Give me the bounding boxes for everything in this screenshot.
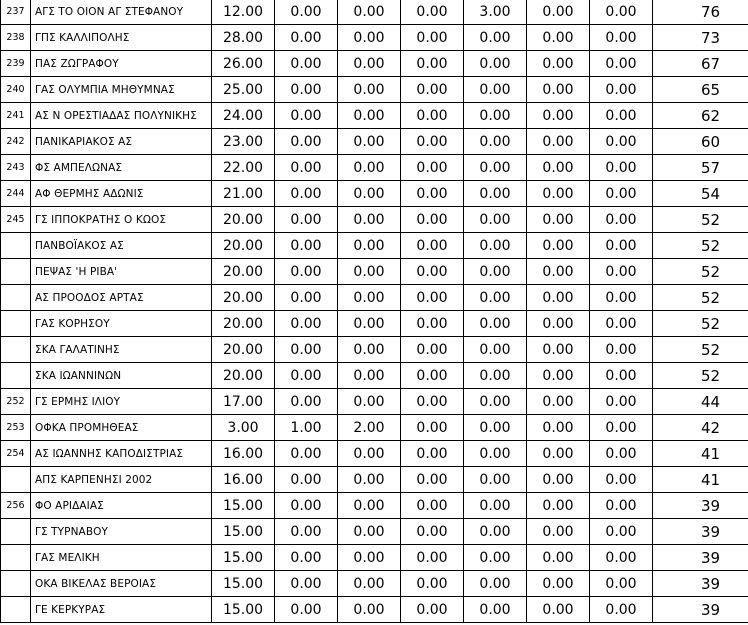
value-cell-2: 0.00	[275, 259, 338, 285]
value-cell-3: 0.00	[338, 389, 401, 415]
value-cell-6: 0.00	[527, 311, 590, 337]
value-cell-2: 0.00	[275, 207, 338, 233]
value-cell-7: 0.00	[590, 389, 653, 415]
total-points-cell: 67	[653, 51, 748, 77]
table-row	[1, 389, 748, 415]
total-points-cell: 52	[653, 207, 748, 233]
value-cell-3: 0.00	[338, 207, 401, 233]
value-cell-7: 0.00	[590, 259, 653, 285]
total-points-cell: 52	[653, 285, 748, 311]
value-cell-5: 3.00	[464, 0, 527, 25]
value-cell-3: 0.00	[338, 285, 401, 311]
value-cell-5: 0.00	[464, 337, 527, 363]
value-cell-3: 0.00	[338, 545, 401, 571]
value-cell-4: 0.00	[401, 571, 464, 597]
table-row	[1, 285, 748, 311]
value-cell-6: 0.00	[527, 467, 590, 493]
team-name-cell: ΑΣ Ν ΟΡΕΣΤΙΑΔΑΣ ΠΟΛΥΝΙΚΗΣ	[31, 103, 212, 129]
value-cell-4: 0.00	[401, 207, 464, 233]
total-points-cell: 52	[653, 259, 748, 285]
value-cell-6: 0.00	[527, 233, 590, 259]
value-cell-6: 0.00	[527, 389, 590, 415]
value-cell-5: 0.00	[464, 415, 527, 441]
value-cell-7: 0.00	[590, 285, 653, 311]
value-cell-6: 0.00	[527, 129, 590, 155]
value-cell-2: 0.00	[275, 337, 338, 363]
value-cell-7: 0.00	[590, 77, 653, 103]
team-name-cell: ΓΑΣ ΟΛΥΜΠΙΑ ΜΗΘΥΜΝΑΣ	[31, 77, 212, 103]
value-cell-7: 0.00	[590, 155, 653, 181]
rank-cell	[1, 519, 31, 545]
value-cell-1: 15.00	[212, 571, 275, 597]
value-cell-4: 0.00	[401, 545, 464, 571]
total-points-cell: 57	[653, 155, 748, 181]
value-cell-6: 0.00	[527, 545, 590, 571]
table-row	[1, 129, 748, 155]
value-cell-7: 0.00	[590, 545, 653, 571]
rank-cell	[1, 545, 31, 571]
value-cell-1: 22.00	[212, 155, 275, 181]
value-cell-1: 17.00	[212, 389, 275, 415]
value-cell-1: 15.00	[212, 597, 275, 623]
table-row	[1, 337, 748, 363]
value-cell-4: 0.00	[401, 415, 464, 441]
value-cell-6: 0.00	[527, 337, 590, 363]
value-cell-2: 0.00	[275, 493, 338, 519]
team-name-cell: ΠΕΨΑΣ 'Η ΡΙΒΑ'	[31, 259, 212, 285]
value-cell-1: 25.00	[212, 77, 275, 103]
team-name-cell: ΓΠΣ ΚΑΛΛΙΠΟΛΗΣ	[31, 25, 212, 51]
value-cell-1: 20.00	[212, 363, 275, 389]
total-points-cell: 52	[653, 363, 748, 389]
value-cell-1: 12.00	[212, 0, 275, 25]
team-name-cell: ΑΠΣ ΚΑΡΠΕΝΗΣΙ 2002	[31, 467, 212, 493]
team-name-cell: ΠΑΝΙΚΑΡΙΑΚΟΣ ΑΣ	[31, 129, 212, 155]
value-cell-6: 0.00	[527, 441, 590, 467]
table-row	[1, 259, 748, 285]
rank-cell	[1, 311, 31, 337]
value-cell-6: 0.00	[527, 207, 590, 233]
value-cell-1: 20.00	[212, 285, 275, 311]
team-name-cell: ΓΣ ΙΠΠΟΚΡΑΤΗΣ Ο ΚΩΟΣ	[31, 207, 212, 233]
value-cell-2: 0.00	[275, 103, 338, 129]
value-cell-4: 0.00	[401, 467, 464, 493]
rank-cell	[1, 285, 31, 311]
value-cell-3: 0.00	[338, 441, 401, 467]
value-cell-6: 0.00	[527, 597, 590, 623]
rank-cell	[1, 467, 31, 493]
value-cell-1: 3.00	[212, 415, 275, 441]
value-cell-3: 0.00	[338, 77, 401, 103]
table-row	[1, 441, 748, 467]
rank-cell: 244	[1, 181, 31, 207]
value-cell-4: 0.00	[401, 181, 464, 207]
value-cell-6: 0.00	[527, 155, 590, 181]
value-cell-3: 0.00	[338, 51, 401, 77]
value-cell-5: 0.00	[464, 545, 527, 571]
value-cell-7: 0.00	[590, 519, 653, 545]
rank-cell: 243	[1, 155, 31, 181]
value-cell-5: 0.00	[464, 51, 527, 77]
value-cell-7: 0.00	[590, 129, 653, 155]
team-name-cell: ΠΑΣ ΖΩΓΡΑΦΟΥ	[31, 51, 212, 77]
team-name-cell: ΣΚΑ ΙΩΑΝΝΙΝΩΝ	[31, 363, 212, 389]
value-cell-5: 0.00	[464, 467, 527, 493]
value-cell-2: 0.00	[275, 129, 338, 155]
value-cell-4: 0.00	[401, 389, 464, 415]
value-cell-4: 0.00	[401, 337, 464, 363]
rank-cell: 245	[1, 207, 31, 233]
value-cell-2: 1.00	[275, 415, 338, 441]
value-cell-1: 15.00	[212, 545, 275, 571]
value-cell-4: 0.00	[401, 103, 464, 129]
value-cell-4: 0.00	[401, 519, 464, 545]
team-name-cell: ΑΦ ΘΕΡΜΗΣ ΑΔΩΝΙΣ	[31, 181, 212, 207]
value-cell-4: 0.00	[401, 51, 464, 77]
value-cell-7: 0.00	[590, 571, 653, 597]
total-points-cell: 76	[653, 0, 748, 25]
value-cell-1: 24.00	[212, 103, 275, 129]
total-points-cell: 41	[653, 441, 748, 467]
value-cell-3: 0.00	[338, 233, 401, 259]
rank-cell: 239	[1, 51, 31, 77]
team-name-cell: ΣΚΑ ΓΑΛΑΤΙΝΗΣ	[31, 337, 212, 363]
value-cell-1: 20.00	[212, 233, 275, 259]
rank-cell: 240	[1, 77, 31, 103]
value-cell-6: 0.00	[527, 519, 590, 545]
table-row	[1, 233, 748, 259]
team-name-cell: ΦΣ ΑΜΠΕΛΩΝΑΣ	[31, 155, 212, 181]
value-cell-7: 0.00	[590, 441, 653, 467]
rank-cell: 252	[1, 389, 31, 415]
value-cell-4: 0.00	[401, 155, 464, 181]
value-cell-1: 15.00	[212, 519, 275, 545]
value-cell-5: 0.00	[464, 181, 527, 207]
value-cell-1: 20.00	[212, 207, 275, 233]
value-cell-4: 0.00	[401, 233, 464, 259]
total-points-cell: 39	[653, 493, 748, 519]
rank-cell	[1, 337, 31, 363]
value-cell-2: 0.00	[275, 181, 338, 207]
value-cell-5: 0.00	[464, 363, 527, 389]
total-points-cell: 54	[653, 181, 748, 207]
team-name-cell: ΑΣ ΙΩΑΝΝΗΣ ΚΑΠΟΔΙΣΤΡΙΑΣ	[31, 441, 212, 467]
value-cell-7: 0.00	[590, 207, 653, 233]
value-cell-1: 15.00	[212, 493, 275, 519]
value-cell-6: 0.00	[527, 51, 590, 77]
value-cell-2: 0.00	[275, 545, 338, 571]
value-cell-3: 0.00	[338, 311, 401, 337]
table-row	[1, 103, 748, 129]
team-name-cell: ΓΣ ΕΡΜΗΣ ΙΛΙΟΥ	[31, 389, 212, 415]
value-cell-7: 0.00	[590, 415, 653, 441]
value-cell-5: 0.00	[464, 389, 527, 415]
value-cell-5: 0.00	[464, 285, 527, 311]
value-cell-3: 0.00	[338, 103, 401, 129]
rank-cell: 254	[1, 441, 31, 467]
rank-cell	[1, 259, 31, 285]
total-points-cell: 41	[653, 467, 748, 493]
value-cell-6: 0.00	[527, 0, 590, 25]
value-cell-3: 0.00	[338, 493, 401, 519]
team-name-cell: ΑΣ ΠΡΟΟΔΟΣ ΑΡΤΑΣ	[31, 285, 212, 311]
team-name-cell: ΦΟ ΑΡΙΔΑΙΑΣ	[31, 493, 212, 519]
value-cell-2: 0.00	[275, 441, 338, 467]
table-body	[1, 0, 748, 623]
team-name-cell: ΠΑΝΒΟΪΑΚΟΣ ΑΣ	[31, 233, 212, 259]
value-cell-7: 0.00	[590, 51, 653, 77]
value-cell-7: 0.00	[590, 493, 653, 519]
value-cell-1: 20.00	[212, 337, 275, 363]
rank-cell	[1, 597, 31, 623]
value-cell-4: 0.00	[401, 129, 464, 155]
value-cell-3: 2.00	[338, 415, 401, 441]
value-cell-7: 0.00	[590, 103, 653, 129]
total-points-cell: 39	[653, 519, 748, 545]
total-points-cell: 39	[653, 571, 748, 597]
total-points-cell: 39	[653, 545, 748, 571]
value-cell-5: 0.00	[464, 155, 527, 181]
table-row	[1, 311, 748, 337]
value-cell-3: 0.00	[338, 337, 401, 363]
value-cell-3: 0.00	[338, 363, 401, 389]
value-cell-6: 0.00	[527, 259, 590, 285]
value-cell-3: 0.00	[338, 467, 401, 493]
value-cell-2: 0.00	[275, 25, 338, 51]
rank-cell: 242	[1, 129, 31, 155]
value-cell-1: 26.00	[212, 51, 275, 77]
value-cell-3: 0.00	[338, 597, 401, 623]
team-name-cell: ΑΓΣ ΤΟ ΟΙΟΝ ΑΓ ΣΤΕΦΑΝΟΥ	[31, 0, 212, 25]
table-row	[1, 77, 748, 103]
total-points-cell: 60	[653, 129, 748, 155]
table-row	[1, 25, 748, 51]
value-cell-2: 0.00	[275, 389, 338, 415]
rank-cell	[1, 571, 31, 597]
value-cell-5: 0.00	[464, 103, 527, 129]
value-cell-4: 0.00	[401, 285, 464, 311]
value-cell-7: 0.00	[590, 337, 653, 363]
value-cell-5: 0.00	[464, 519, 527, 545]
value-cell-3: 0.00	[338, 571, 401, 597]
rank-cell	[1, 363, 31, 389]
value-cell-5: 0.00	[464, 493, 527, 519]
rank-cell: 256	[1, 493, 31, 519]
value-cell-6: 0.00	[527, 285, 590, 311]
value-cell-5: 0.00	[464, 597, 527, 623]
value-cell-4: 0.00	[401, 77, 464, 103]
value-cell-2: 0.00	[275, 597, 338, 623]
table-row	[1, 519, 748, 545]
total-points-cell: 52	[653, 233, 748, 259]
value-cell-2: 0.00	[275, 285, 338, 311]
value-cell-6: 0.00	[527, 493, 590, 519]
table-row	[1, 207, 748, 233]
value-cell-2: 0.00	[275, 233, 338, 259]
value-cell-7: 0.00	[590, 597, 653, 623]
total-points-cell: 52	[653, 311, 748, 337]
table-row	[1, 155, 748, 181]
value-cell-4: 0.00	[401, 493, 464, 519]
value-cell-3: 0.00	[338, 181, 401, 207]
table-row	[1, 415, 748, 441]
value-cell-6: 0.00	[527, 77, 590, 103]
value-cell-2: 0.00	[275, 467, 338, 493]
value-cell-6: 0.00	[527, 25, 590, 51]
rank-cell: 238	[1, 25, 31, 51]
value-cell-7: 0.00	[590, 233, 653, 259]
value-cell-5: 0.00	[464, 25, 527, 51]
value-cell-6: 0.00	[527, 363, 590, 389]
total-points-cell: 42	[653, 415, 748, 441]
value-cell-4: 0.00	[401, 597, 464, 623]
value-cell-2: 0.00	[275, 571, 338, 597]
rank-cell	[1, 233, 31, 259]
team-name-cell: ΓΑΣ ΚΟΡΗΣΟΥ	[31, 311, 212, 337]
value-cell-6: 0.00	[527, 571, 590, 597]
value-cell-1: 28.00	[212, 25, 275, 51]
value-cell-5: 0.00	[464, 441, 527, 467]
value-cell-3: 0.00	[338, 155, 401, 181]
value-cell-7: 0.00	[590, 363, 653, 389]
table-row	[1, 51, 748, 77]
value-cell-4: 0.00	[401, 363, 464, 389]
value-cell-7: 0.00	[590, 467, 653, 493]
table-row	[1, 571, 748, 597]
value-cell-2: 0.00	[275, 51, 338, 77]
value-cell-1: 16.00	[212, 467, 275, 493]
value-cell-1: 23.00	[212, 129, 275, 155]
table-row	[1, 597, 748, 623]
value-cell-7: 0.00	[590, 0, 653, 25]
value-cell-1: 16.00	[212, 441, 275, 467]
total-points-cell: 44	[653, 389, 748, 415]
table-row	[1, 467, 748, 493]
value-cell-4: 0.00	[401, 259, 464, 285]
value-cell-6: 0.00	[527, 181, 590, 207]
value-cell-4: 0.00	[401, 311, 464, 337]
team-name-cell: ΓΕ ΚΕΡΚΥΡΑΣ	[31, 597, 212, 623]
table-row	[1, 545, 748, 571]
value-cell-3: 0.00	[338, 129, 401, 155]
table-row	[1, 493, 748, 519]
value-cell-6: 0.00	[527, 103, 590, 129]
value-cell-7: 0.00	[590, 311, 653, 337]
value-cell-2: 0.00	[275, 519, 338, 545]
value-cell-2: 0.00	[275, 77, 338, 103]
rank-cell: 241	[1, 103, 31, 129]
rank-cell: 253	[1, 415, 31, 441]
total-points-cell: 52	[653, 337, 748, 363]
value-cell-1: 20.00	[212, 311, 275, 337]
value-cell-1: 21.00	[212, 181, 275, 207]
value-cell-2: 0.00	[275, 363, 338, 389]
table-row	[1, 181, 748, 207]
value-cell-3: 0.00	[338, 0, 401, 25]
table-row	[1, 363, 748, 389]
value-cell-3: 0.00	[338, 519, 401, 545]
total-points-cell: 73	[653, 25, 748, 51]
value-cell-5: 0.00	[464, 77, 527, 103]
team-name-cell: ΓΑΣ ΜΕΛΙΚΗ	[31, 545, 212, 571]
value-cell-5: 0.00	[464, 571, 527, 597]
value-cell-7: 0.00	[590, 25, 653, 51]
value-cell-2: 0.00	[275, 311, 338, 337]
value-cell-5: 0.00	[464, 259, 527, 285]
value-cell-2: 0.00	[275, 0, 338, 25]
value-cell-6: 0.00	[527, 415, 590, 441]
total-points-cell: 65	[653, 77, 748, 103]
value-cell-1: 20.00	[212, 259, 275, 285]
value-cell-5: 0.00	[464, 311, 527, 337]
value-cell-5: 0.00	[464, 233, 527, 259]
table-row	[1, 0, 748, 25]
value-cell-3: 0.00	[338, 259, 401, 285]
team-name-cell: ΓΣ ΤΥΡΝΑΒΟΥ	[31, 519, 212, 545]
value-cell-7: 0.00	[590, 181, 653, 207]
team-name-cell: ΟΦΚΑ ΠΡΟΜΗΘΕΑΣ	[31, 415, 212, 441]
value-cell-4: 0.00	[401, 0, 464, 25]
team-name-cell: ΟΚΑ ΒΙΚΕΛΑΣ ΒΕΡΟΙΑΣ	[31, 571, 212, 597]
value-cell-4: 0.00	[401, 441, 464, 467]
value-cell-5: 0.00	[464, 207, 527, 233]
value-cell-3: 0.00	[338, 25, 401, 51]
total-points-cell: 62	[653, 103, 748, 129]
value-cell-4: 0.00	[401, 25, 464, 51]
total-points-cell: 39	[653, 597, 748, 623]
rank-cell: 237	[1, 0, 31, 25]
value-cell-5: 0.00	[464, 129, 527, 155]
value-cell-2: 0.00	[275, 155, 338, 181]
